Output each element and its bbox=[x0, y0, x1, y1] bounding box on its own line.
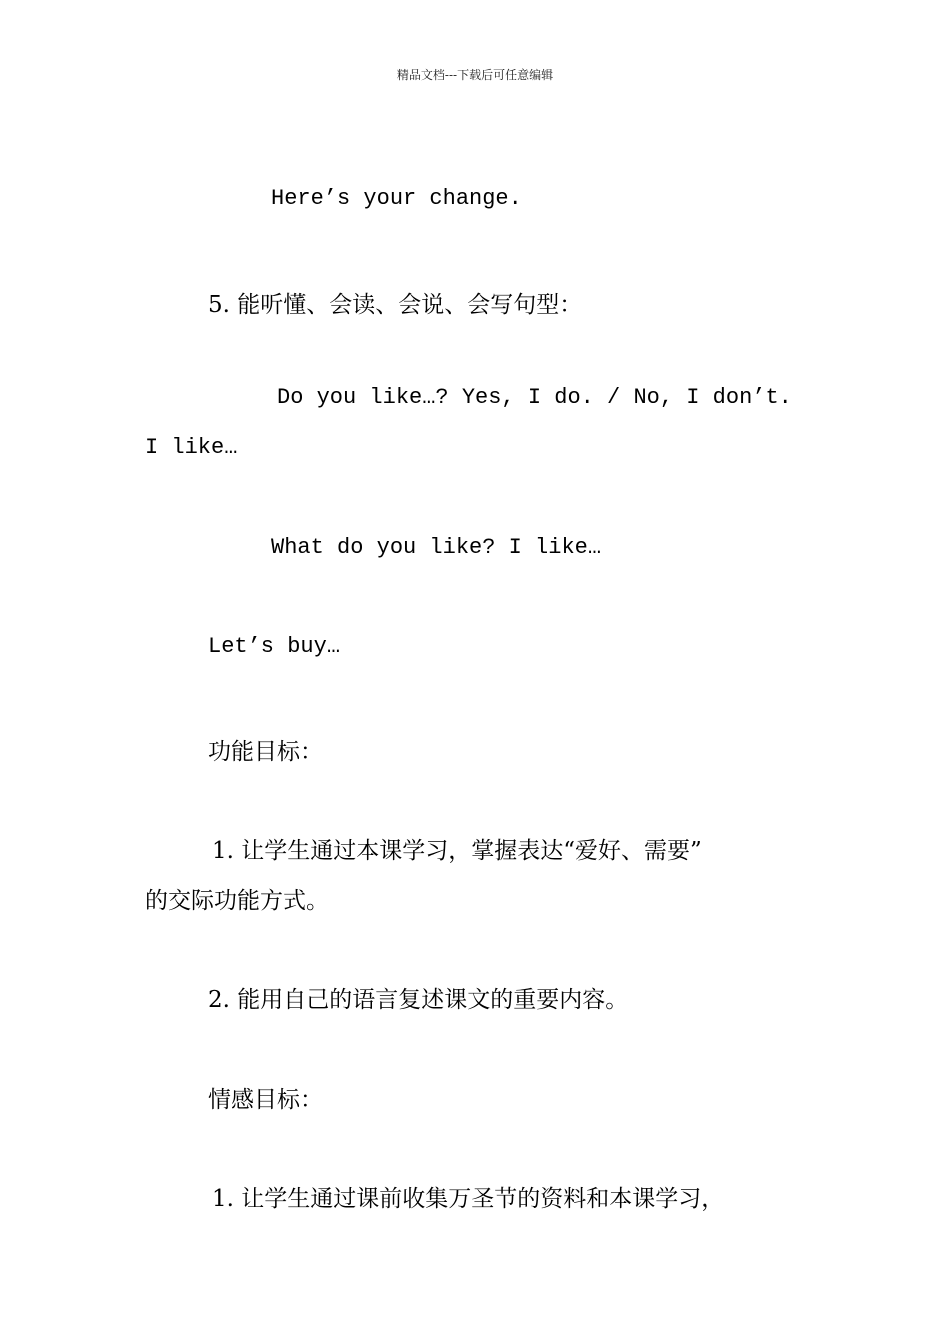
page-header: 精品文档---下载后可任意编辑 bbox=[396, 68, 554, 82]
text-line-function-goal-2: 2. 能用自己的语言复述课文的重要内容。 bbox=[208, 987, 629, 1013]
text-line-what-do-you-like: What do you like? I like… bbox=[271, 535, 602, 560]
text-line-lets-buy: Let’s buy… bbox=[208, 634, 341, 659]
section-heading-function-goals: 功能目标： bbox=[208, 739, 323, 765]
text-line-function-goal-1: 1. 让学生通过本课学习，掌握表达“爱好、需要” bbox=[212, 838, 702, 864]
text-line-change: Here’s your change. bbox=[271, 186, 522, 211]
text-line-i-like: I like… bbox=[145, 435, 238, 460]
text-line-item-5: 5. 能听懂、会读、会说、会写句型： bbox=[208, 292, 583, 318]
text-line-emotion-goal-1: 1. 让学生通过课前收集万圣节的资料和本课学习， bbox=[212, 1186, 725, 1212]
section-heading-emotion-goals: 情感目标： bbox=[208, 1087, 323, 1113]
text-line-do-you-like: Do you like…? Yes, I do. / No, I don’t. bbox=[277, 385, 792, 410]
text-line-function-goal-1-cont: 的交际功能方式。 bbox=[145, 888, 329, 914]
